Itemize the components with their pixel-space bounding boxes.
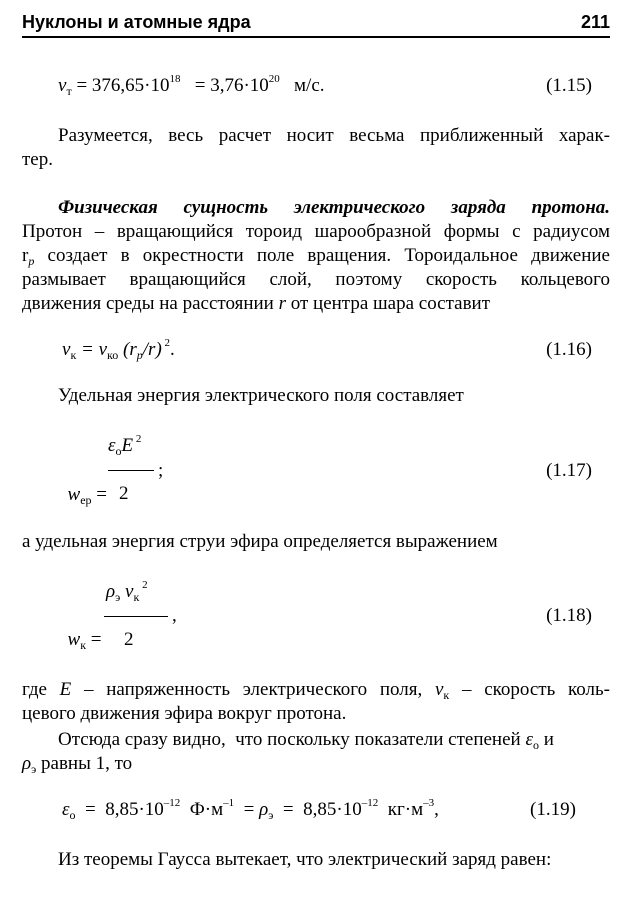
paragraph-line: размывает вращающийся слой, поэтому скорость кольцевого	[22, 269, 610, 290]
equation-1-17-lhs: $w_{ер}$ =	[67, 484, 112, 507]
equation-number-1-17: (1.17)	[546, 460, 592, 481]
equation-1-17-tail: ;	[158, 460, 164, 481]
equation-number-1-16: (1.16)	[546, 339, 592, 360]
paragraph-line: где E – напряженность электрического поля, $v_к$ – скорость коль-	[22, 679, 610, 702]
paragraph-line: движения среды на расстоянии r от центра шара составит	[22, 293, 491, 314]
equation-1-18-denominator: 2	[124, 629, 134, 650]
fraction-bar	[108, 470, 154, 471]
equation-number-1-18: (1.18)	[546, 605, 592, 626]
equation-1-18-numerator: $\rho_э$ $v_к$ $^2$	[106, 579, 148, 604]
equation-1-16: $v_к = v_{ко}$ $(r_p/r)$ $^2$.	[62, 337, 175, 362]
section-heading: Физическая сущность электрического заряда протона.	[58, 197, 610, 218]
equation-1-18-tail: ,	[172, 605, 177, 626]
page-header	[22, 10, 610, 38]
equation-1-15: $v_т = 376,65\cdot 10^{18} = 3,76\cdot 10^{20}$ м/с.	[58, 73, 325, 98]
paragraph-line: $r_p$ создает в окрестности поле вращения. Тороидальное движение	[22, 245, 610, 268]
paragraph-line: тер.	[22, 149, 53, 170]
equation-number-1-19: (1.19)	[530, 799, 576, 820]
paragraph-line: Отсюда сразу видно, что поскольку показатели степеней $\varepsilon_о$ и	[58, 729, 554, 752]
paragraph-line: Удельная энергия электрического поля составляет	[58, 385, 464, 406]
equation-1-19: $\varepsilon_о = 8,85\cdot 10^{-12}$ $Ф\cdot м^{-1} = \rho_э = 8,85\cdot 10^{-12}$ $кг\cdot м^{-3}$,	[62, 797, 439, 822]
paragraph-line: Разумеется, весь расчет носит весьма приближенный харак-	[58, 125, 610, 146]
paragraph-line: а удельная энергия струи эфира определяется выражением	[22, 531, 498, 552]
fraction-bar	[104, 616, 168, 617]
paragraph-line: Протон – вращающийся тороид шарообразной формы с радиусом	[22, 221, 610, 242]
running-title: Нуклоны и атомные ядра	[22, 12, 251, 32]
equation-1-17-denominator: 2	[119, 483, 129, 504]
equation-number-1-15: (1.15)	[546, 75, 592, 96]
paragraph-line: $\rho_э$ равны 1, то	[22, 753, 133, 776]
page-number: 211	[580, 12, 610, 32]
equation-1-18-lhs: $w_к$ =	[67, 629, 107, 652]
paragraph-line: цевого движения эфира вокруг протона.	[22, 703, 347, 724]
equation-1-17-numerator: $\varepsilon_оE$ $^2$	[108, 433, 142, 458]
paragraph-line: Из теоремы Гаусса вытекает, что электрический заряд равен:	[58, 849, 552, 870]
